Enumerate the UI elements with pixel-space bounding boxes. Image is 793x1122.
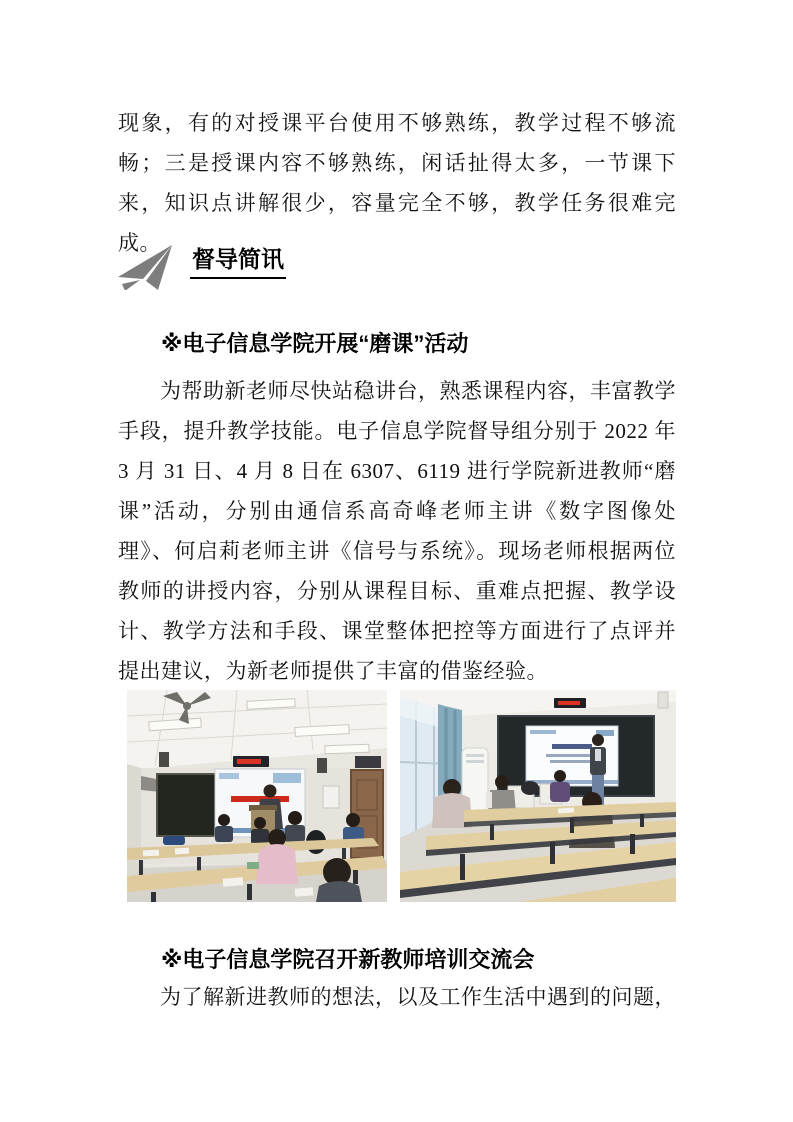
intro-paragraph: 现象，有的对授课平台使用不够熟练，教学过程不够流畅；三是授课内容不够熟练，闲话扯得太多，一节课下来，知识点讲解很少，容量完全不够，教学任务很难完成。 (118, 111, 676, 255)
article1-body: 为帮助新老师尽快站稳讲台，熟悉课程内容，丰富教学手段，提升教学技能。电子信息学院督导组分别于 2022 年 3 月 31 日、4 月 8 日在 6307、6119 进行学院新进教师“磨课”活动，分别由通信系高奇峰老师主讲《数字图像处理》、何启莉老师主讲《信号与系统》。现场老师根据两位教师的讲授内容，分别从课程目标、重难点把握、教学设计、教学方法和手段、课堂整体把控等方面进行了点评并提出建议，为新老师提供了丰富的借鉴经验。 (118, 379, 676, 683)
article1-heading: ※电子信息学院开展“磨课”活动 (161, 331, 469, 356)
article2-body: 为了解新进教师的想法，以及工作生活中遇到的问题， (160, 985, 676, 1009)
section-title: 督导简讯 (190, 244, 286, 279)
classroom-photo-right-illustration (400, 690, 676, 902)
led-sign (554, 698, 586, 708)
article2-heading: ※电子信息学院召开新教师培训交流会 (161, 947, 535, 972)
classroom-photo-left (127, 690, 387, 902)
paper-plane-icon (116, 244, 174, 290)
classroom-photo-left-illustration (127, 690, 387, 902)
classroom-photo-right (400, 690, 676, 902)
led-sign (233, 756, 269, 767)
photo-row (127, 690, 676, 902)
section-header (116, 244, 286, 290)
